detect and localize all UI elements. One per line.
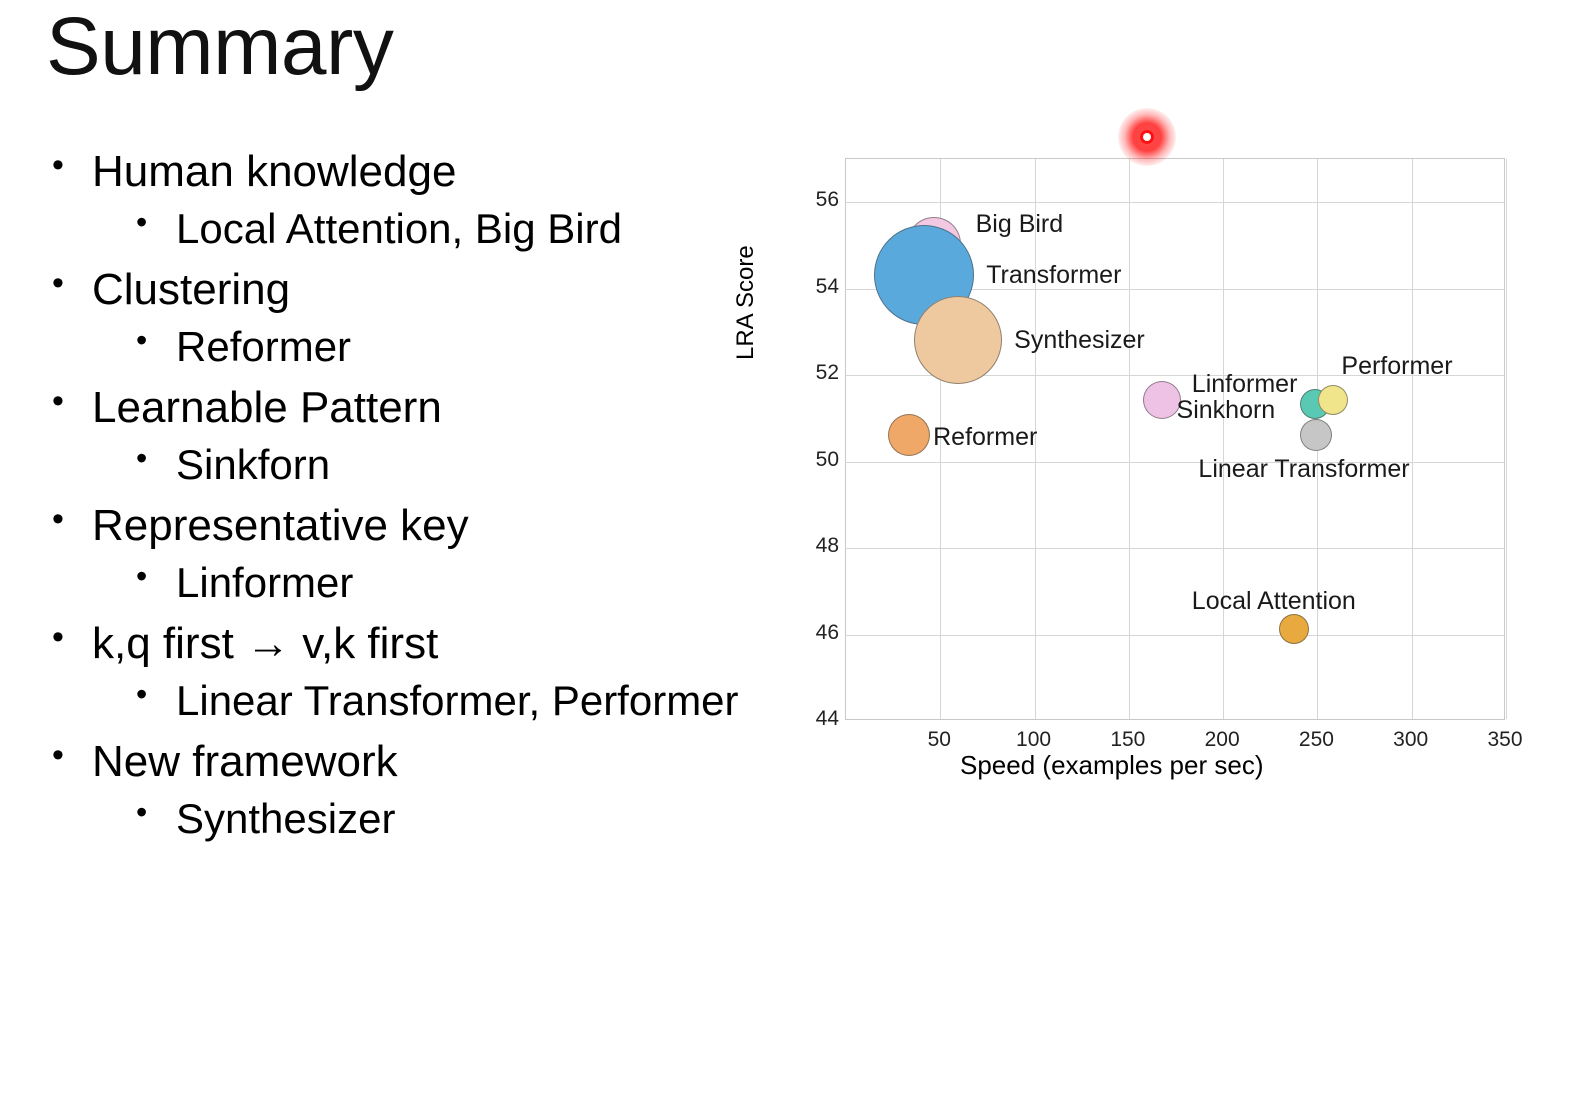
y-tick-label: 48 [815,534,839,558]
data-point-bubble [914,296,1002,384]
list-item: • Synthesizer [44,798,924,840]
y-tick-label: 44 [815,707,839,730]
y-tick-label: 46 [815,620,839,644]
x-tick-label: 250 [1298,728,1334,751]
data-point-label: Linformer [1191,370,1298,399]
data-point-label: Local Attention [1191,587,1356,616]
x-tick-label: 350 [1487,728,1523,751]
x-axis-title: Speed (examples per sec) [960,750,1264,780]
y-tick-label: 50 [815,447,839,471]
gridline-horizontal [846,202,1504,203]
data-point-bubble [1143,381,1181,419]
list-item: • k,q first → v,k first [44,622,924,666]
list-item: • Reformer [44,326,924,368]
x-tick-label: 200 [1204,728,1240,751]
gridline-vertical [1506,159,1507,719]
page-title: Summary [46,1,394,92]
list-item: • Local Attention, Big Bird [44,208,924,250]
list-item: • Linformer [44,562,924,604]
data-point-label: Big Bird [975,210,1064,239]
y-axis-title: LRA Score [732,245,759,360]
list-item: • Learnable Pattern [44,386,924,430]
x-tick-label: 100 [1016,728,1052,751]
gridline-horizontal [846,635,1504,636]
data-point-label: Transformer [986,260,1122,289]
data-point-label: Synthesizer [1014,325,1145,354]
scatter-chart [732,110,1560,810]
data-point-bubble [1300,419,1332,451]
list-item: • New framework [44,740,924,784]
data-point-label: Sinkhorn [1176,396,1276,425]
x-tick-label: 50 [927,728,951,751]
gridline-horizontal [846,548,1504,549]
data-point-label: Reformer [933,422,1038,451]
y-tick-label: 56 [815,188,839,212]
x-tick-label: 150 [1110,728,1146,751]
list-item: • Representative key [44,504,924,548]
y-tick-label: 52 [815,361,839,385]
data-point-bubble [1279,614,1309,644]
laser-pointer-icon [1118,108,1176,166]
data-point-label: Linear Transformer [1198,454,1410,483]
x-tick-label: 300 [1393,728,1429,751]
data-point-label: Performer [1341,352,1453,381]
list-item: • Linear Transformer, Performer [44,680,924,722]
y-tick-label: 54 [815,274,839,298]
list-item: • Human knowledge [44,150,924,194]
list-item: • Clustering [44,268,924,312]
list-item: • Sinkforn [44,444,924,486]
data-point-bubble [888,414,930,456]
